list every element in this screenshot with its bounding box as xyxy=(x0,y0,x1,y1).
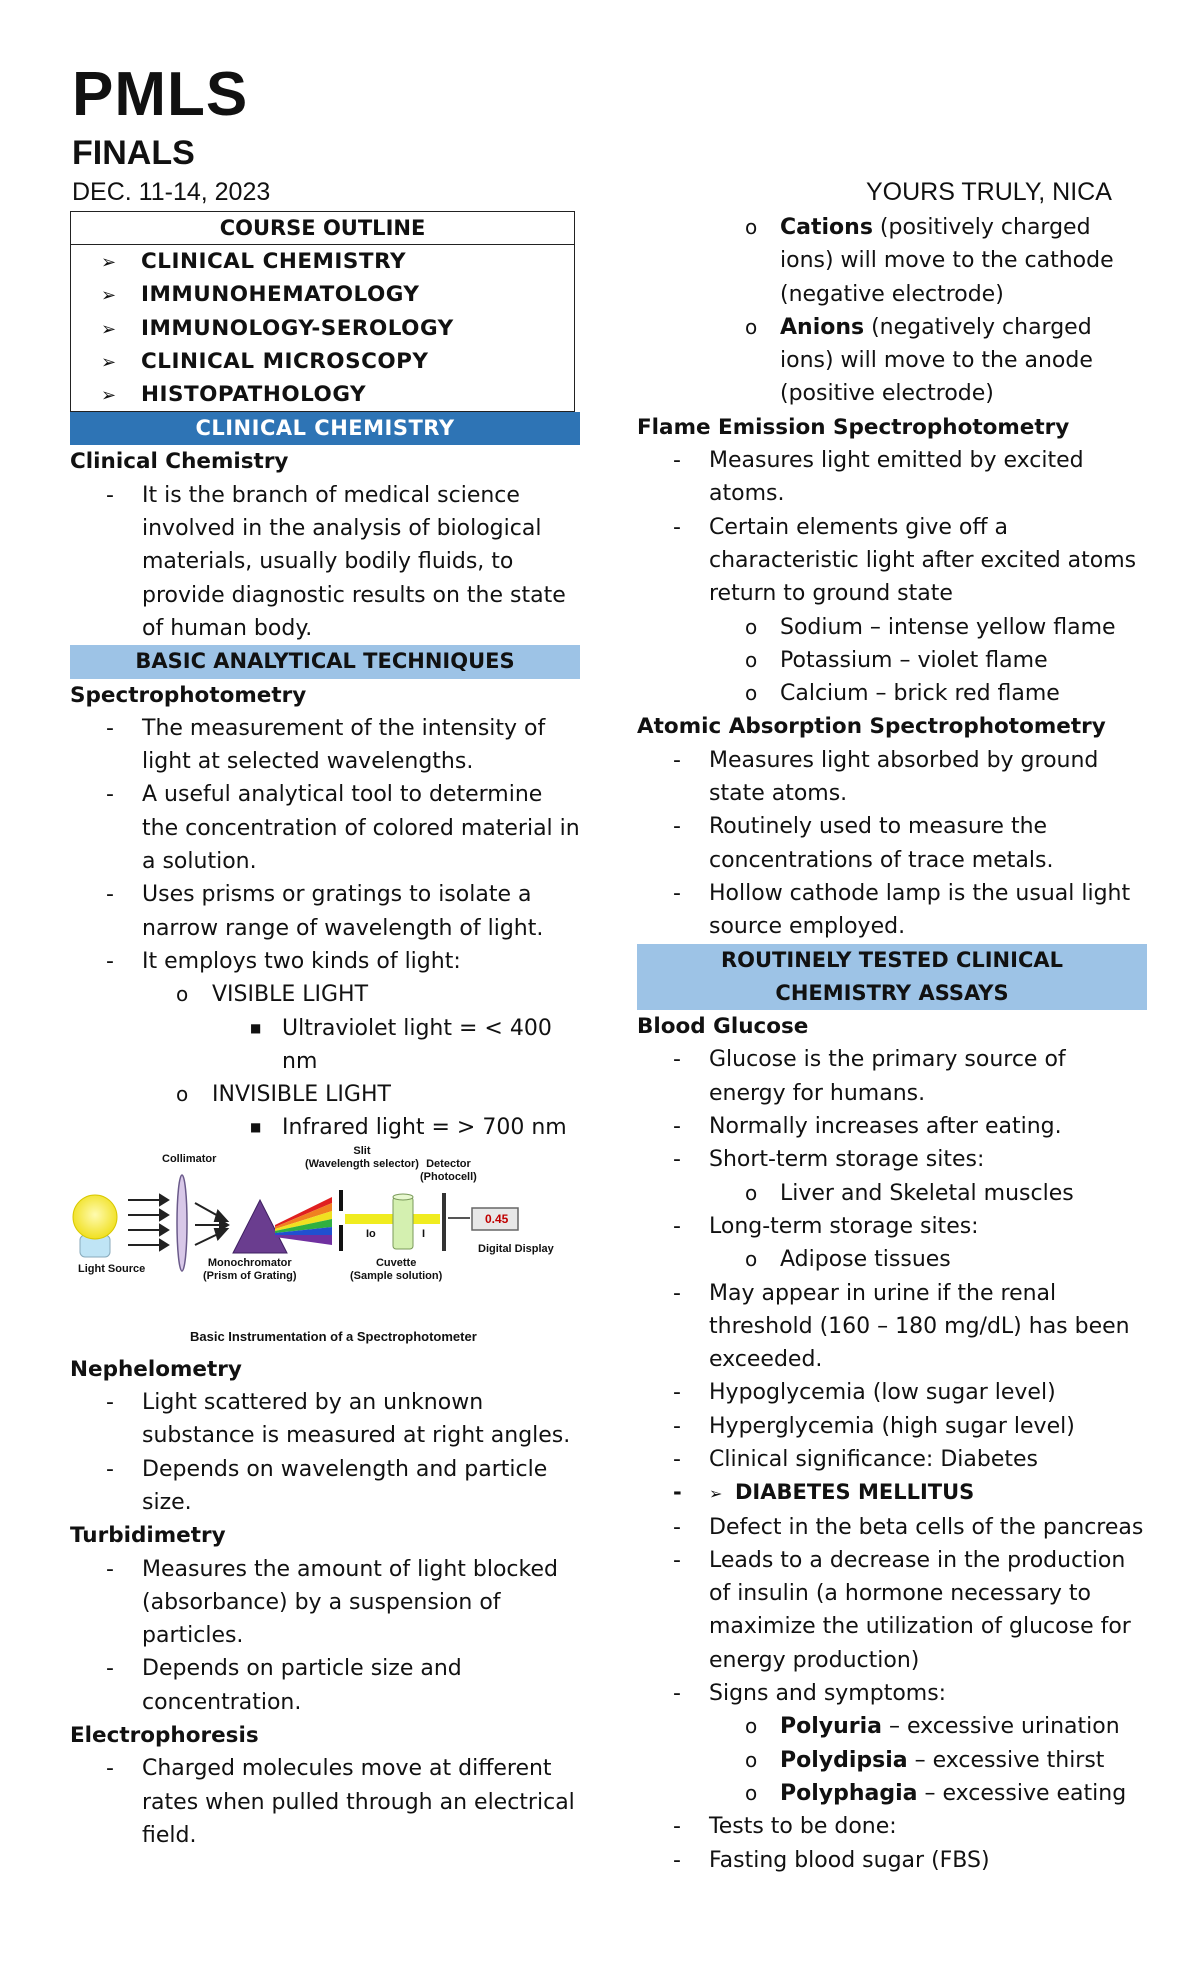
outline-item: ➢ IMMUNOHEMATOLOGY xyxy=(71,278,574,311)
list-item: - Depends on wavelength and particle size. xyxy=(70,1453,580,1520)
circle-bullet-icon: o xyxy=(745,647,758,672)
list-item: - Measures light absorbed by ground state atoms. xyxy=(637,744,1147,811)
circle-bullet-icon: o xyxy=(745,215,758,239)
heading-clinical-chemistry: Clinical Chemistry xyxy=(70,449,289,475)
sub-list-item: o Potassium – violet flame xyxy=(637,644,1147,677)
list-item: - Certain elements give off a characteristic light after excited atoms return to ground state xyxy=(637,511,1147,611)
circle-bullet-icon: o xyxy=(745,314,758,339)
list-item: - Measures the amount of light blocked (absorbance) by a suspension of particles. xyxy=(70,1553,580,1653)
list-item: - Hypoglycemia (low sugar level) xyxy=(637,1376,1147,1409)
spectrophotometer-diagram xyxy=(70,1145,570,1353)
sub-sub-list-item: ■ Infrared light = > 700 nm xyxy=(70,1111,580,1144)
heading-spectrophotometry: Spectrophotometry xyxy=(70,682,307,708)
left-column xyxy=(70,211,580,1852)
section-banner-clinical-chemistry: CLINICAL CHEMISTRY xyxy=(70,412,580,445)
i-label: I xyxy=(422,1227,426,1240)
definition-text: - It is the branch of medical science involved in the analysis of biological materials, usually bodily fluids, to provide diagnostic results on the state of human body. xyxy=(70,479,580,645)
list-item: - Defect in the beta cells of the pancreas xyxy=(637,1511,1147,1544)
heading-turbidimetry: Turbidimetry xyxy=(70,1523,226,1549)
arrow-bullet-icon: ➢ xyxy=(101,285,117,307)
arrow-bullet-icon: ➢ xyxy=(101,252,117,273)
right-column xyxy=(637,211,1147,1877)
outline-item: ➢ IMMUNOLOGY-SEROLOGY xyxy=(71,312,574,345)
figure-caption: Basic Instrumentation of a Spectrophotometer xyxy=(190,1328,477,1344)
sub-list-item: o VISIBLE LIGHT xyxy=(70,978,580,1011)
arrow-bullet-icon: ➢ xyxy=(709,1484,723,1504)
sub-list-item: o Adipose tissues xyxy=(637,1243,1147,1276)
detector-label: Detector (Photocell) xyxy=(420,1157,477,1183)
sub-list-item: o Polydipsia – excessive thirst xyxy=(637,1744,1147,1777)
list-item: - Glucose is the primary source of energy for humans. xyxy=(637,1043,1147,1110)
list-item: - Measures light emitted by excited atoms. xyxy=(637,444,1147,511)
section-banner-techniques: BASIC ANALYTICAL TECHNIQUES xyxy=(70,645,580,678)
outline-item: ➢ CLINICAL CHEMISTRY xyxy=(71,245,574,278)
list-item: - Uses prisms or gratings to isolate a narrow range of wavelength of light. xyxy=(70,878,580,945)
cuvette-label: Cuvette (Sample solution) xyxy=(350,1256,443,1282)
arrow-bullet-icon: ➢ xyxy=(101,351,117,373)
page-title: PMLS xyxy=(72,60,249,129)
list-item: - Tests to be done: xyxy=(637,1810,1147,1843)
collimator-label: Collimator xyxy=(162,1152,217,1165)
heading-atomic-absorption: Atomic Absorption Spectrophotometry xyxy=(637,714,1106,740)
course-outline-heading: COURSE OUTLINE xyxy=(71,212,574,245)
list-item: - A useful analytical tool to determine the concentration of colored material in a solution. xyxy=(70,778,580,878)
list-item: - Long-term storage sites: xyxy=(637,1210,1147,1243)
list-item: - It employs two kinds of light: xyxy=(70,945,580,978)
sub-list-item: o INVISIBLE LIGHT xyxy=(70,1078,580,1111)
circle-bullet-icon: o xyxy=(176,1082,189,1107)
sub-list-item: o Sodium – intense yellow flame xyxy=(637,611,1147,644)
list-item: - Light scattered by an unknown substance is measured at right angles. xyxy=(70,1386,580,1453)
sub-list-item: o Liver and Skeletal muscles xyxy=(637,1177,1147,1210)
circle-bullet-icon: o xyxy=(745,1180,758,1205)
sub-list-item: o Anions (negatively charged ions) will move to the anode (positive electrode) xyxy=(637,311,1147,411)
list-item: - Signs and symptoms: xyxy=(637,1677,1147,1710)
section-banner-assays: ROUTINELY TESTED CLINICAL CHEMISTRY ASSAYS xyxy=(637,944,1147,1011)
course-outline-box xyxy=(70,211,575,412)
author-credit: YOURS TRULY, NICA xyxy=(866,178,1112,206)
list-item: - Normally increases after eating. xyxy=(637,1110,1147,1143)
io-label: Io xyxy=(366,1227,376,1240)
square-bullet-icon: ■ xyxy=(250,1020,262,1035)
page-subtitle: FINALS xyxy=(72,134,195,172)
list-item: - Hollow cathode lamp is the usual light source employed. xyxy=(637,877,1147,944)
slit-label: Slit (Wavelength selector) xyxy=(305,1144,419,1170)
outline-item: ➢ CLINICAL MICROSCOPY xyxy=(71,345,574,378)
subheading-diabetes-mellitus: - ➢ DIABETES MELLITUS xyxy=(637,1476,1147,1510)
circle-bullet-icon: o xyxy=(745,1714,758,1739)
circle-bullet-icon: o xyxy=(745,1247,758,1272)
list-item: - Fasting blood sugar (FBS) xyxy=(637,1844,1147,1877)
circle-bullet-icon: o xyxy=(745,1780,758,1805)
circle-bullet-icon: o xyxy=(745,1747,758,1772)
outline-item: ➢ HISTOPATHOLOGY xyxy=(71,378,574,411)
heading-electrophoresis: Electrophoresis xyxy=(70,1722,259,1748)
display-value: 0.45 xyxy=(485,1211,509,1226)
sub-list-item: o Polyphagia – excessive eating xyxy=(637,1777,1147,1810)
sub-list-item: o Calcium – brick red flame xyxy=(637,677,1147,710)
heading-flame-emission: Flame Emission Spectrophotometry xyxy=(637,414,1070,440)
square-bullet-icon: ■ xyxy=(250,1120,262,1135)
arrow-bullet-icon: ➢ xyxy=(101,385,117,407)
monochromator-label: Monochromator (Prism of Grating) xyxy=(203,1256,297,1282)
list-item: - Hyperglycemia (high sugar level) xyxy=(637,1410,1147,1443)
circle-bullet-icon: o xyxy=(176,982,189,1007)
sub-sub-list-item: ■ Ultraviolet light = < 400 nm xyxy=(70,1012,580,1079)
circle-bullet-icon: o xyxy=(745,681,758,706)
arrow-bullet-icon: ➢ xyxy=(101,318,117,340)
list-item: - May appear in urine if the renal threshold (160 – 180 mg/dL) has been exceeded. xyxy=(637,1277,1147,1377)
heading-blood-glucose: Blood Glucose xyxy=(637,1014,809,1040)
display-label: Digital Display xyxy=(478,1242,554,1255)
sub-list-item: o Cations (positively charged ions) will move to the cathode (negative electrode) xyxy=(637,211,1147,311)
list-item: - Depends on particle size and concentration. xyxy=(70,1652,580,1719)
list-item: - Leads to a decrease in the production of insulin (a hormone necessary to maximize the utilization of glucose for energy production) xyxy=(637,1544,1147,1677)
list-item: - Charged molecules move at different rates when pulled through an electrical field. xyxy=(70,1752,580,1852)
list-item: - The measurement of the intensity of light at selected wavelengths. xyxy=(70,712,580,779)
list-item: - Routinely used to measure the concentrations of trace metals. xyxy=(637,810,1147,877)
list-item: - Short-term storage sites: xyxy=(637,1143,1147,1176)
exam-dates: DEC. 11-14, 2023 xyxy=(72,178,271,206)
list-item: - Clinical significance: Diabetes xyxy=(637,1443,1147,1476)
sub-list-item: o Polyuria – excessive urination xyxy=(637,1710,1147,1743)
circle-bullet-icon: o xyxy=(745,614,758,639)
heading-nephelometry: Nephelometry xyxy=(70,1356,242,1382)
light-source-label: Light Source xyxy=(78,1262,146,1275)
